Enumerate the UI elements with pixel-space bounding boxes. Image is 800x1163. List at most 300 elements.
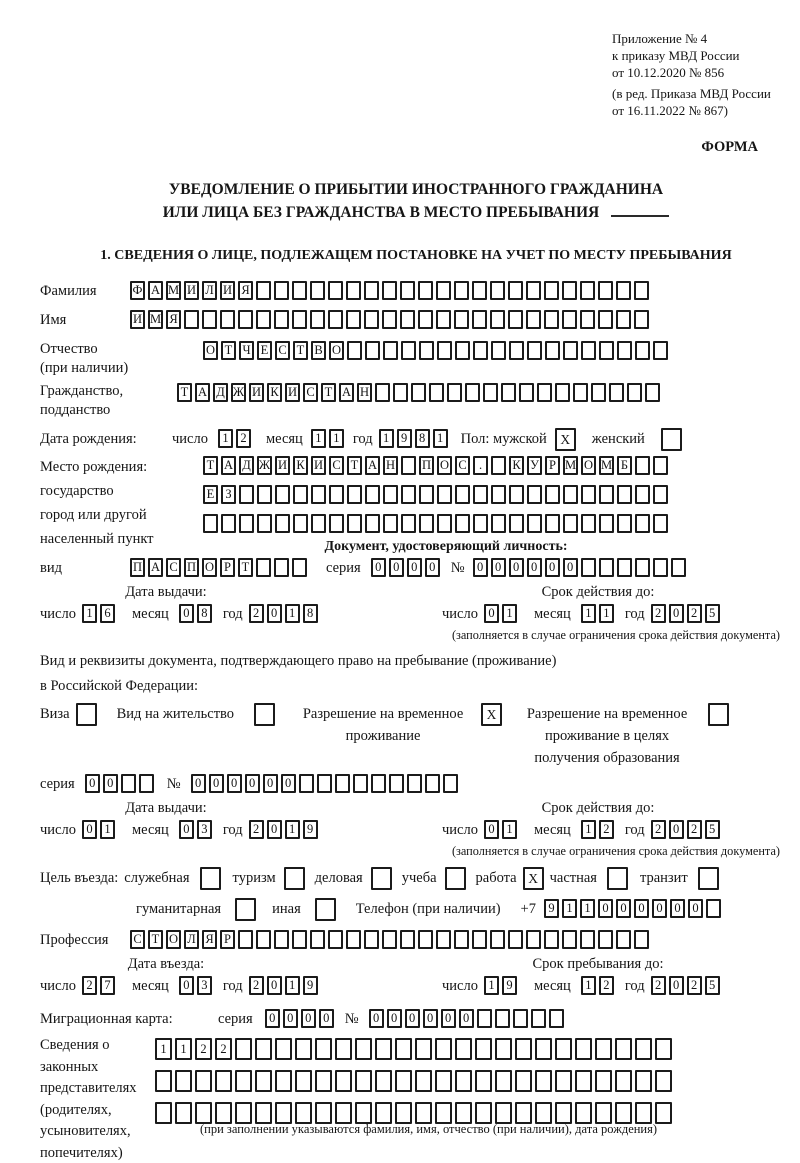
form-cell[interactable]: Я bbox=[166, 310, 181, 329]
form-cell[interactable] bbox=[595, 1102, 612, 1124]
form-cell[interactable]: И bbox=[184, 281, 199, 300]
purpose-transit-checkbox[interactable] bbox=[698, 867, 719, 890]
form-cell[interactable] bbox=[495, 1070, 512, 1092]
form-cell[interactable] bbox=[617, 485, 632, 504]
form-cell[interactable] bbox=[555, 1102, 572, 1124]
form-cell[interactable]: 0 bbox=[484, 604, 499, 623]
form-cell[interactable]: Ф bbox=[130, 281, 145, 300]
residence-permit-checkbox[interactable] bbox=[254, 703, 275, 726]
form-cell[interactable] bbox=[635, 514, 650, 533]
form-cell[interactable]: 9 bbox=[303, 820, 318, 839]
form-cell[interactable] bbox=[472, 281, 487, 300]
form-cell[interactable]: 0 bbox=[179, 604, 194, 623]
form-cell[interactable] bbox=[315, 1038, 332, 1060]
form-cell[interactable]: И bbox=[285, 383, 300, 402]
form-cell[interactable] bbox=[255, 1102, 272, 1124]
form-cell[interactable] bbox=[411, 383, 426, 402]
form-cell[interactable] bbox=[653, 558, 668, 577]
form-cell[interactable]: 2 bbox=[195, 1038, 212, 1060]
form-cell[interactable] bbox=[195, 1102, 212, 1124]
form-cell[interactable] bbox=[562, 930, 577, 949]
form-cell[interactable]: 1 bbox=[599, 604, 614, 623]
form-cell[interactable] bbox=[495, 1009, 510, 1028]
form-cell[interactable]: М bbox=[166, 281, 181, 300]
form-cell[interactable]: И bbox=[220, 281, 235, 300]
form-cell[interactable]: 9 bbox=[544, 899, 559, 918]
form-cell[interactable] bbox=[256, 310, 271, 329]
form-cell[interactable] bbox=[435, 1102, 452, 1124]
form-cell[interactable] bbox=[635, 341, 650, 360]
form-cell[interactable]: . bbox=[473, 456, 488, 475]
form-cell[interactable] bbox=[599, 485, 614, 504]
form-cell[interactable] bbox=[383, 485, 398, 504]
form-cell[interactable] bbox=[455, 1038, 472, 1060]
form-cell[interactable]: С bbox=[130, 930, 145, 949]
form-cell[interactable]: 1 bbox=[329, 429, 344, 448]
form-cell[interactable] bbox=[491, 485, 506, 504]
form-cell[interactable] bbox=[335, 1070, 352, 1092]
form-cell[interactable]: 1 bbox=[285, 820, 300, 839]
form-cell[interactable] bbox=[435, 1070, 452, 1092]
form-cell[interactable] bbox=[635, 1070, 652, 1092]
form-cell[interactable]: 2 bbox=[249, 604, 264, 623]
form-cell[interactable] bbox=[472, 310, 487, 329]
form-cell[interactable] bbox=[616, 310, 631, 329]
form-cell[interactable] bbox=[175, 1102, 192, 1124]
form-cell[interactable]: 0 bbox=[652, 899, 667, 918]
form-cell[interactable] bbox=[531, 1009, 546, 1028]
male-checkbox[interactable]: X bbox=[555, 428, 576, 451]
form-cell[interactable]: А bbox=[339, 383, 354, 402]
form-cell[interactable]: 1 bbox=[581, 976, 596, 995]
form-cell[interactable]: Т bbox=[177, 383, 192, 402]
form-cell[interactable]: Я bbox=[202, 930, 217, 949]
form-cell[interactable] bbox=[155, 1070, 172, 1092]
form-cell[interactable] bbox=[555, 1070, 572, 1092]
form-cell[interactable] bbox=[292, 310, 307, 329]
form-cell[interactable]: 0 bbox=[227, 774, 242, 793]
form-cell[interactable] bbox=[477, 1009, 492, 1028]
form-cell[interactable] bbox=[535, 1038, 552, 1060]
form-cell[interactable]: 8 bbox=[303, 604, 318, 623]
form-cell[interactable] bbox=[490, 310, 505, 329]
form-cell[interactable]: 0 bbox=[209, 774, 224, 793]
form-cell[interactable]: П bbox=[130, 558, 145, 577]
purpose-private-checkbox[interactable] bbox=[607, 867, 628, 890]
form-cell[interactable] bbox=[419, 514, 434, 533]
form-cell[interactable] bbox=[407, 774, 422, 793]
form-cell[interactable] bbox=[544, 310, 559, 329]
form-cell[interactable] bbox=[139, 774, 154, 793]
form-cell[interactable]: К bbox=[293, 456, 308, 475]
form-cell[interactable] bbox=[317, 774, 332, 793]
form-cell[interactable] bbox=[491, 341, 506, 360]
form-cell[interactable]: 0 bbox=[283, 1009, 298, 1028]
purpose-study-checkbox[interactable] bbox=[445, 867, 466, 890]
form-cell[interactable]: Т bbox=[321, 383, 336, 402]
form-cell[interactable] bbox=[274, 558, 289, 577]
form-cell[interactable] bbox=[555, 383, 570, 402]
form-cell[interactable]: 2 bbox=[687, 820, 702, 839]
form-cell[interactable]: 2 bbox=[236, 429, 251, 448]
form-cell[interactable] bbox=[617, 558, 632, 577]
form-cell[interactable] bbox=[472, 930, 487, 949]
form-cell[interactable]: 5 bbox=[705, 604, 720, 623]
form-cell[interactable] bbox=[545, 341, 560, 360]
form-cell[interactable] bbox=[335, 774, 350, 793]
form-cell[interactable] bbox=[454, 281, 469, 300]
form-cell[interactable] bbox=[335, 1102, 352, 1124]
form-cell[interactable] bbox=[155, 1102, 172, 1124]
form-cell[interactable] bbox=[418, 281, 433, 300]
form-cell[interactable]: Н bbox=[357, 383, 372, 402]
form-cell[interactable] bbox=[256, 930, 271, 949]
form-cell[interactable]: Т bbox=[203, 456, 218, 475]
form-cell[interactable] bbox=[328, 310, 343, 329]
form-cell[interactable] bbox=[545, 514, 560, 533]
form-cell[interactable] bbox=[436, 930, 451, 949]
form-cell[interactable]: 0 bbox=[245, 774, 260, 793]
form-cell[interactable]: 1 bbox=[218, 429, 233, 448]
form-cell[interactable] bbox=[465, 383, 480, 402]
form-cell[interactable]: Н bbox=[383, 456, 398, 475]
form-cell[interactable] bbox=[346, 930, 361, 949]
form-cell[interactable]: 0 bbox=[563, 558, 578, 577]
form-cell[interactable]: 8 bbox=[415, 429, 430, 448]
form-cell[interactable] bbox=[382, 310, 397, 329]
purpose-humanitarian-checkbox[interactable] bbox=[235, 898, 256, 921]
form-cell[interactable] bbox=[400, 281, 415, 300]
form-cell[interactable] bbox=[515, 1102, 532, 1124]
form-cell[interactable] bbox=[495, 1038, 512, 1060]
form-cell[interactable]: 1 bbox=[285, 604, 300, 623]
form-cell[interactable]: 0 bbox=[484, 820, 499, 839]
form-cell[interactable]: П bbox=[419, 456, 434, 475]
form-cell[interactable]: 0 bbox=[688, 899, 703, 918]
form-cell[interactable]: О bbox=[203, 341, 218, 360]
form-cell[interactable]: 0 bbox=[459, 1009, 474, 1028]
form-cell[interactable]: А bbox=[365, 456, 380, 475]
form-cell[interactable] bbox=[527, 485, 542, 504]
form-cell[interactable] bbox=[310, 310, 325, 329]
form-cell[interactable] bbox=[275, 1102, 292, 1124]
form-cell[interactable]: 1 bbox=[484, 976, 499, 995]
form-cell[interactable] bbox=[365, 514, 380, 533]
form-cell[interactable]: Р bbox=[545, 456, 560, 475]
form-cell[interactable] bbox=[599, 558, 614, 577]
form-cell[interactable] bbox=[616, 930, 631, 949]
form-cell[interactable]: И bbox=[249, 383, 264, 402]
form-cell[interactable] bbox=[437, 485, 452, 504]
form-cell[interactable] bbox=[315, 1102, 332, 1124]
form-cell[interactable] bbox=[509, 485, 524, 504]
form-cell[interactable]: Ч bbox=[239, 341, 254, 360]
form-cell[interactable]: И bbox=[130, 310, 145, 329]
form-cell[interactable] bbox=[455, 485, 470, 504]
form-cell[interactable] bbox=[395, 1102, 412, 1124]
form-cell[interactable] bbox=[401, 485, 416, 504]
form-cell[interactable] bbox=[425, 774, 440, 793]
form-cell[interactable]: 1 bbox=[433, 429, 448, 448]
form-cell[interactable] bbox=[382, 930, 397, 949]
form-cell[interactable]: 2 bbox=[687, 604, 702, 623]
form-cell[interactable] bbox=[365, 485, 380, 504]
form-cell[interactable] bbox=[483, 383, 498, 402]
form-cell[interactable] bbox=[257, 485, 272, 504]
form-cell[interactable] bbox=[375, 1070, 392, 1092]
purpose-other-checkbox[interactable] bbox=[315, 898, 336, 921]
form-cell[interactable]: 0 bbox=[669, 604, 684, 623]
form-cell[interactable] bbox=[580, 310, 595, 329]
form-cell[interactable]: А bbox=[148, 558, 163, 577]
form-cell[interactable] bbox=[591, 383, 606, 402]
form-cell[interactable] bbox=[575, 1070, 592, 1092]
form-cell[interactable]: 0 bbox=[179, 976, 194, 995]
form-cell[interactable] bbox=[526, 930, 541, 949]
form-cell[interactable] bbox=[346, 281, 361, 300]
form-cell[interactable] bbox=[235, 1070, 252, 1092]
form-cell[interactable] bbox=[545, 485, 560, 504]
form-cell[interactable] bbox=[635, 485, 650, 504]
form-cell[interactable]: 0 bbox=[371, 558, 386, 577]
form-cell[interactable] bbox=[573, 383, 588, 402]
form-cell[interactable] bbox=[184, 310, 199, 329]
form-cell[interactable]: С bbox=[275, 341, 290, 360]
form-cell[interactable] bbox=[310, 281, 325, 300]
form-cell[interactable] bbox=[562, 281, 577, 300]
form-cell[interactable]: Л bbox=[184, 930, 199, 949]
form-cell[interactable]: М bbox=[148, 310, 163, 329]
form-cell[interactable]: И bbox=[275, 456, 290, 475]
form-cell[interactable]: 0 bbox=[267, 604, 282, 623]
form-cell[interactable]: 0 bbox=[545, 558, 560, 577]
form-cell[interactable] bbox=[645, 383, 660, 402]
form-cell[interactable] bbox=[580, 930, 595, 949]
form-cell[interactable]: 0 bbox=[265, 1009, 280, 1028]
purpose-tourism-checkbox[interactable] bbox=[284, 867, 305, 890]
form-cell[interactable] bbox=[563, 485, 578, 504]
form-cell[interactable] bbox=[382, 281, 397, 300]
edu-residence-checkbox[interactable] bbox=[708, 703, 729, 726]
form-cell[interactable]: 1 bbox=[379, 429, 394, 448]
form-cell[interactable]: 2 bbox=[249, 820, 264, 839]
form-cell[interactable] bbox=[527, 514, 542, 533]
form-cell[interactable]: 2 bbox=[215, 1038, 232, 1060]
form-cell[interactable] bbox=[202, 310, 217, 329]
form-cell[interactable] bbox=[653, 514, 668, 533]
form-cell[interactable] bbox=[473, 341, 488, 360]
form-cell[interactable] bbox=[526, 281, 541, 300]
form-cell[interactable] bbox=[615, 1102, 632, 1124]
form-cell[interactable] bbox=[598, 310, 613, 329]
form-cell[interactable]: В bbox=[311, 341, 326, 360]
form-cell[interactable] bbox=[389, 774, 404, 793]
form-cell[interactable]: 9 bbox=[502, 976, 517, 995]
form-cell[interactable] bbox=[509, 514, 524, 533]
form-cell[interactable]: 0 bbox=[669, 820, 684, 839]
form-cell[interactable] bbox=[635, 1102, 652, 1124]
form-cell[interactable]: 0 bbox=[634, 899, 649, 918]
form-cell[interactable] bbox=[508, 281, 523, 300]
form-cell[interactable]: 2 bbox=[599, 820, 614, 839]
form-cell[interactable] bbox=[513, 1009, 528, 1028]
form-cell[interactable] bbox=[393, 383, 408, 402]
form-cell[interactable] bbox=[435, 1038, 452, 1060]
form-cell[interactable]: 0 bbox=[616, 899, 631, 918]
form-cell[interactable] bbox=[293, 485, 308, 504]
form-cell[interactable]: С bbox=[329, 456, 344, 475]
form-cell[interactable] bbox=[655, 1038, 672, 1060]
form-cell[interactable]: К bbox=[509, 456, 524, 475]
form-cell[interactable]: К bbox=[267, 383, 282, 402]
form-cell[interactable] bbox=[256, 558, 271, 577]
form-cell[interactable] bbox=[429, 383, 444, 402]
form-cell[interactable] bbox=[274, 310, 289, 329]
form-cell[interactable]: 5 bbox=[705, 976, 720, 995]
form-cell[interactable] bbox=[383, 514, 398, 533]
form-cell[interactable] bbox=[375, 1102, 392, 1124]
form-cell[interactable]: 7 bbox=[100, 976, 115, 995]
form-cell[interactable] bbox=[310, 930, 325, 949]
form-cell[interactable]: О bbox=[581, 456, 596, 475]
form-cell[interactable]: М bbox=[563, 456, 578, 475]
form-cell[interactable] bbox=[315, 1070, 332, 1092]
form-cell[interactable] bbox=[329, 514, 344, 533]
form-cell[interactable] bbox=[454, 310, 469, 329]
form-cell[interactable] bbox=[329, 485, 344, 504]
form-cell[interactable] bbox=[275, 1038, 292, 1060]
form-cell[interactable] bbox=[447, 383, 462, 402]
form-cell[interactable] bbox=[519, 383, 534, 402]
form-cell[interactable] bbox=[275, 1070, 292, 1092]
form-cell[interactable]: 0 bbox=[405, 1009, 420, 1028]
female-checkbox[interactable] bbox=[661, 428, 682, 451]
form-cell[interactable]: С bbox=[303, 383, 318, 402]
form-cell[interactable] bbox=[355, 1102, 372, 1124]
form-cell[interactable] bbox=[311, 485, 326, 504]
form-cell[interactable] bbox=[364, 310, 379, 329]
form-cell[interactable] bbox=[515, 1070, 532, 1092]
form-cell[interactable] bbox=[418, 310, 433, 329]
form-cell[interactable]: 1 bbox=[100, 820, 115, 839]
form-cell[interactable] bbox=[475, 1038, 492, 1060]
form-cell[interactable] bbox=[215, 1070, 232, 1092]
form-cell[interactable]: 3 bbox=[197, 820, 212, 839]
form-cell[interactable] bbox=[371, 774, 386, 793]
form-cell[interactable]: У bbox=[527, 456, 542, 475]
form-cell[interactable]: 0 bbox=[267, 976, 282, 995]
form-cell[interactable] bbox=[595, 1038, 612, 1060]
form-cell[interactable] bbox=[364, 930, 379, 949]
form-cell[interactable] bbox=[238, 930, 253, 949]
form-cell[interactable]: О bbox=[202, 558, 217, 577]
form-cell[interactable] bbox=[455, 1070, 472, 1092]
form-cell[interactable]: Т bbox=[148, 930, 163, 949]
form-cell[interactable]: 1 bbox=[502, 604, 517, 623]
form-cell[interactable]: 0 bbox=[267, 820, 282, 839]
form-cell[interactable]: Т bbox=[238, 558, 253, 577]
form-cell[interactable] bbox=[635, 1038, 652, 1060]
form-cell[interactable] bbox=[562, 310, 577, 329]
form-cell[interactable] bbox=[635, 558, 650, 577]
form-cell[interactable] bbox=[475, 1070, 492, 1092]
form-cell[interactable] bbox=[274, 281, 289, 300]
form-cell[interactable] bbox=[328, 930, 343, 949]
form-cell[interactable]: 0 bbox=[281, 774, 296, 793]
form-cell[interactable] bbox=[617, 341, 632, 360]
form-cell[interactable] bbox=[473, 514, 488, 533]
form-cell[interactable] bbox=[491, 456, 506, 475]
form-cell[interactable]: 2 bbox=[249, 976, 264, 995]
form-cell[interactable] bbox=[365, 341, 380, 360]
form-cell[interactable] bbox=[375, 1038, 392, 1060]
form-cell[interactable] bbox=[293, 514, 308, 533]
form-cell[interactable]: Т bbox=[347, 456, 362, 475]
form-cell[interactable] bbox=[292, 281, 307, 300]
form-cell[interactable] bbox=[239, 485, 254, 504]
form-cell[interactable]: 1 bbox=[580, 899, 595, 918]
form-cell[interactable] bbox=[436, 310, 451, 329]
temp-residence-checkbox[interactable]: X bbox=[481, 703, 502, 726]
form-cell[interactable] bbox=[418, 930, 433, 949]
form-cell[interactable] bbox=[195, 1070, 212, 1092]
form-cell[interactable] bbox=[473, 485, 488, 504]
form-cell[interactable] bbox=[311, 514, 326, 533]
form-cell[interactable] bbox=[239, 514, 254, 533]
form-cell[interactable] bbox=[355, 1070, 372, 1092]
form-cell[interactable]: О bbox=[329, 341, 344, 360]
form-cell[interactable] bbox=[455, 1102, 472, 1124]
form-cell[interactable]: Т bbox=[293, 341, 308, 360]
form-cell[interactable] bbox=[475, 1102, 492, 1124]
form-cell[interactable] bbox=[595, 1070, 612, 1092]
visa-checkbox[interactable] bbox=[76, 703, 97, 726]
form-cell[interactable] bbox=[634, 930, 649, 949]
form-cell[interactable] bbox=[415, 1070, 432, 1092]
form-cell[interactable] bbox=[653, 456, 668, 475]
form-cell[interactable] bbox=[121, 774, 136, 793]
form-cell[interactable]: Р bbox=[220, 930, 235, 949]
form-cell[interactable]: 1 bbox=[581, 604, 596, 623]
form-cell[interactable]: 2 bbox=[651, 976, 666, 995]
form-cell[interactable] bbox=[455, 341, 470, 360]
form-cell[interactable]: 0 bbox=[598, 899, 613, 918]
form-cell[interactable]: Е bbox=[203, 485, 218, 504]
form-cell[interactable] bbox=[275, 485, 290, 504]
form-cell[interactable]: 0 bbox=[441, 1009, 456, 1028]
form-cell[interactable] bbox=[581, 514, 596, 533]
form-cell[interactable]: 0 bbox=[191, 774, 206, 793]
form-cell[interactable]: 0 bbox=[82, 820, 97, 839]
form-cell[interactable] bbox=[527, 341, 542, 360]
form-cell[interactable]: 0 bbox=[369, 1009, 384, 1028]
form-cell[interactable]: 0 bbox=[491, 558, 506, 577]
form-cell[interactable]: 0 bbox=[473, 558, 488, 577]
form-cell[interactable] bbox=[491, 514, 506, 533]
form-cell[interactable] bbox=[549, 1009, 564, 1028]
form-cell[interactable] bbox=[655, 1102, 672, 1124]
form-cell[interactable] bbox=[490, 281, 505, 300]
purpose-official-checkbox[interactable] bbox=[200, 867, 221, 890]
form-cell[interactable]: 1 bbox=[502, 820, 517, 839]
form-cell[interactable] bbox=[400, 310, 415, 329]
form-cell[interactable] bbox=[215, 1102, 232, 1124]
form-cell[interactable]: 0 bbox=[669, 976, 684, 995]
form-cell[interactable] bbox=[436, 281, 451, 300]
purpose-work-checkbox[interactable]: X bbox=[523, 867, 544, 890]
form-cell[interactable] bbox=[563, 341, 578, 360]
form-cell[interactable]: 3 bbox=[197, 976, 212, 995]
